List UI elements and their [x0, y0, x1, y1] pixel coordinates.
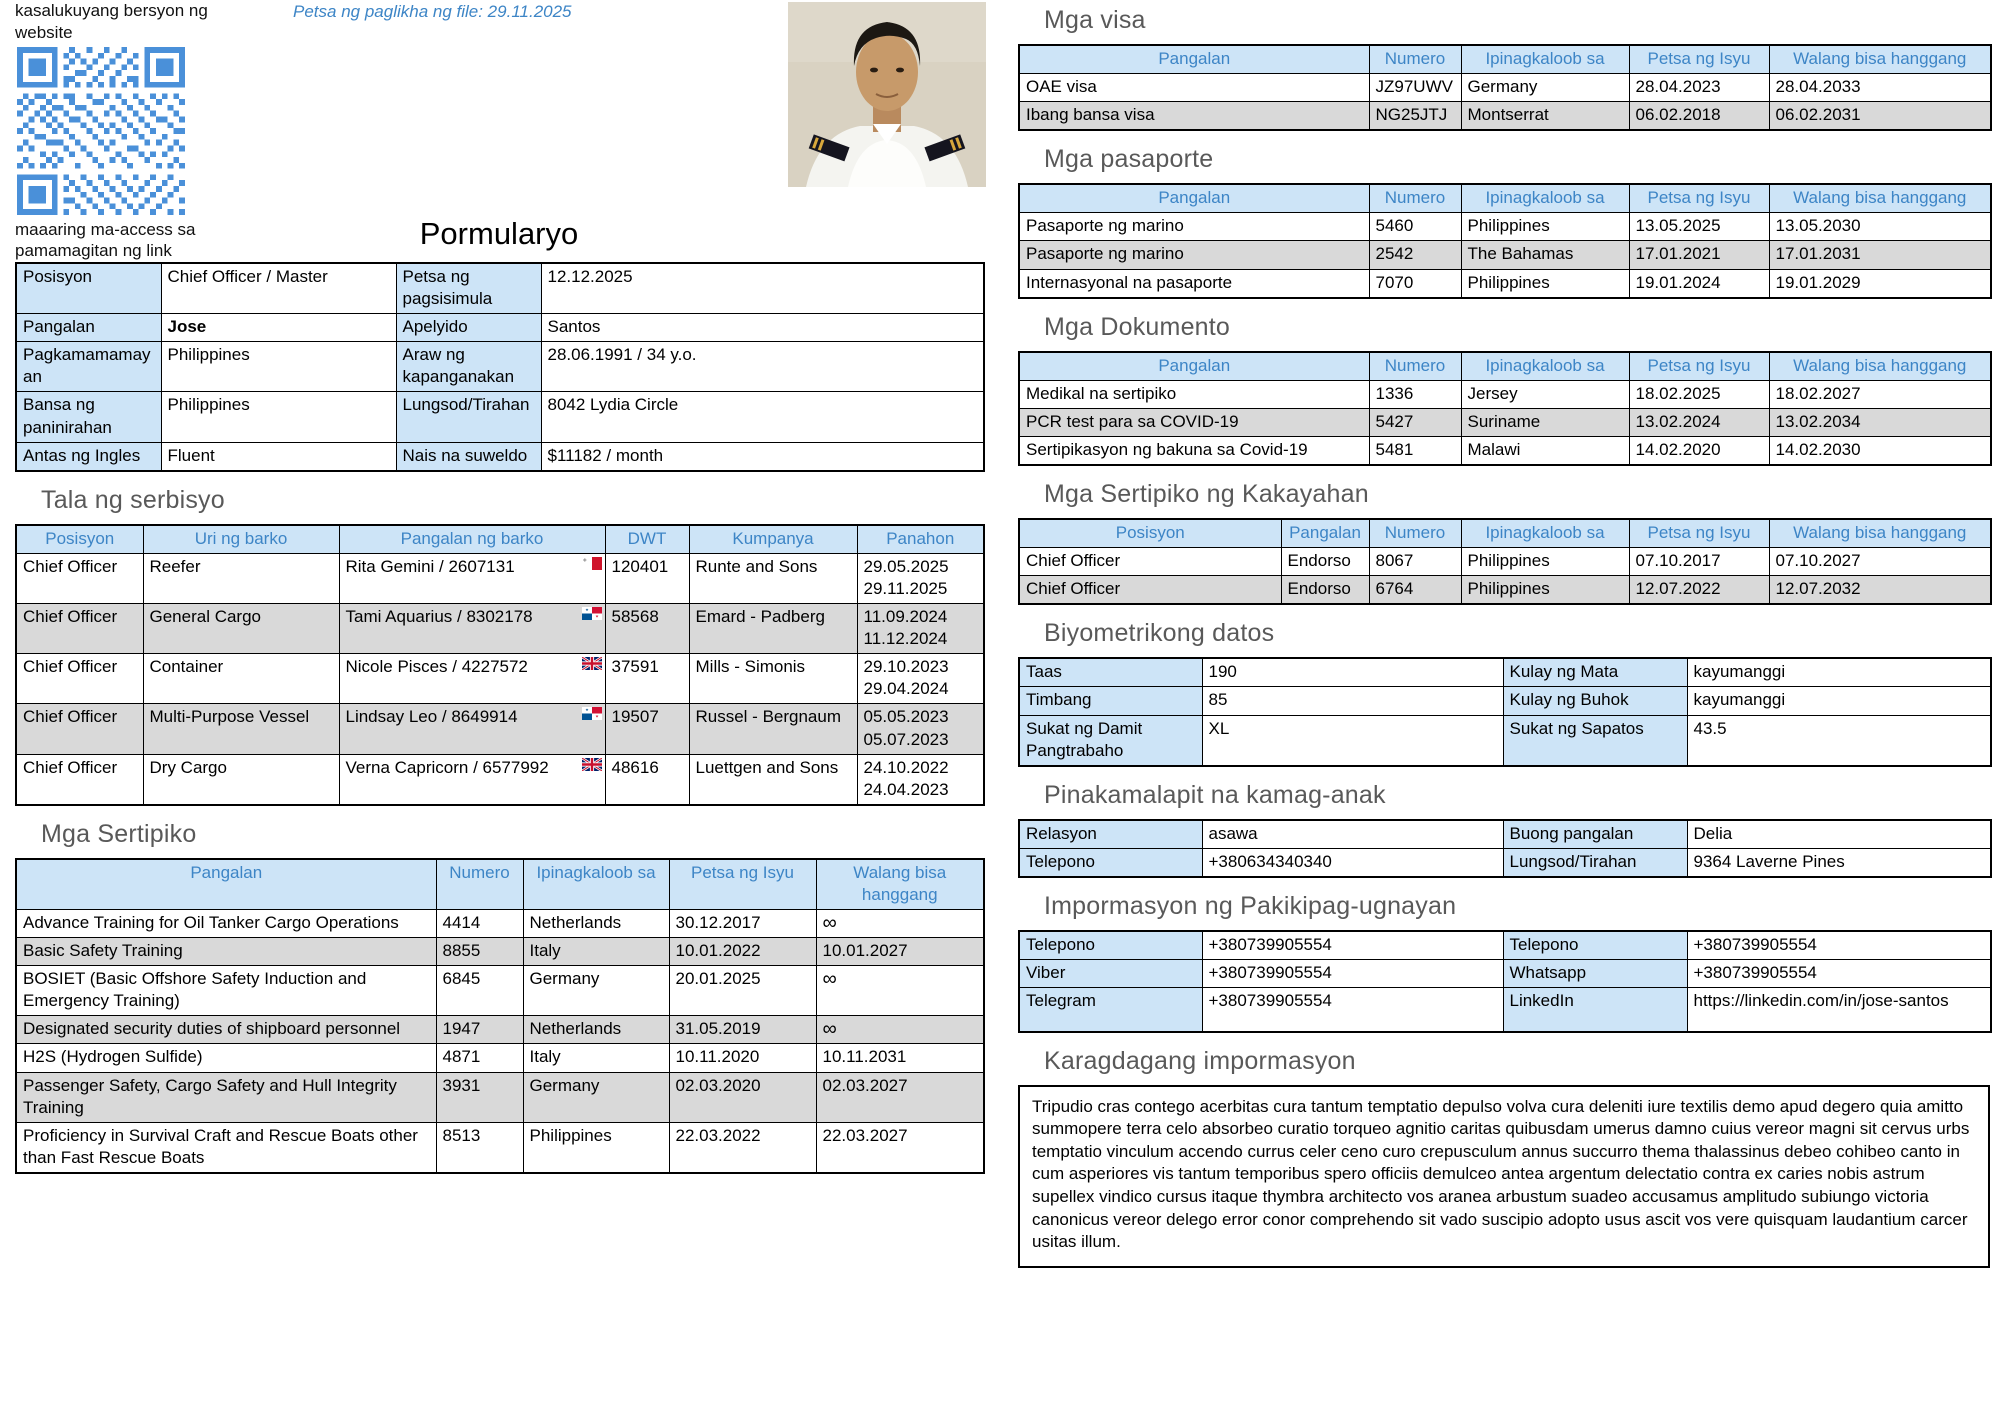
- vessel-name: Nicole Pisces / 4227572: [345, 657, 528, 677]
- table-row: [16, 966, 984, 1016]
- additional-info-text: Tripudio cras contego acerbitas cura tantum temptatio depulso volva cura deleniti iure textilis demo apud degero quia amitto summopere terra celo absorbeo curatio torqueo agnitio caritas quibusdam umerus damno cuius vereor magni sit cervus urbs temptatio vinculum accendo currus celer ceno curo crepusculum annus succurro thema thalassinus debeo cohibeo canto in cum asperiores vis tantum temporibus spero officiis demulceo antea argentum delectatio contra ex caries nobis astrum supellex vindico cursus itaque thymbra architecto vos aranea arbustum suadeo accusamus amplitudo subiungo victoria canonicus vereor delego error conor comprehendo sit vado suscipio adopto usus ascit vos vere quisquam laudantium carcer usitas illum.: [1032, 1096, 1970, 1252]
- col-header: Pangalan: [16, 859, 436, 910]
- table-cell: 07.10.2027: [1769, 548, 1991, 576]
- col-header: Ipinagkaloob sa: [1461, 45, 1629, 74]
- form-title: Pormularyo: [419, 216, 579, 251]
- next-of-kin-table: [1018, 819, 1992, 878]
- period-cell: [857, 553, 984, 603]
- table-cell: Italy: [523, 938, 669, 966]
- col-header: Pangalan: [1281, 519, 1369, 548]
- personal-info-table: [15, 262, 985, 472]
- panama-flag-icon: [582, 607, 602, 620]
- field-label: Whatsapp: [1503, 959, 1687, 987]
- table-cell: Advance Training for Oil Tanker Cargo Operations: [16, 909, 436, 937]
- table-cell: Jersey: [1461, 380, 1629, 408]
- vessel-name: Rita Gemini / 2607131: [345, 556, 515, 576]
- section-heading-visas: Mga visa: [1044, 6, 1146, 34]
- table-cell: Sertipikasyon ng bakuna sa Covid-19: [1019, 436, 1369, 465]
- field-label: Kulay ng Mata: [1503, 658, 1687, 687]
- section-heading-competency: Mga Sertipiko ng Kakayahan: [1044, 480, 1369, 509]
- table-row: [16, 342, 984, 392]
- table-cell: 4414: [436, 909, 523, 937]
- table-cell: 6764: [1369, 576, 1461, 605]
- field-label: Lungsod/Tirahan: [1503, 848, 1687, 877]
- field-label: Kulay ng Buhok: [1503, 687, 1687, 715]
- field-value: +380739905554: [1202, 931, 1503, 960]
- table-cell: 10.11.2031: [816, 1044, 984, 1072]
- section-heading-additional: Karagdagang impormasyon: [1044, 1046, 1356, 1075]
- table-row: [1019, 548, 1991, 576]
- table-cell: Ibang bansa visa: [1019, 102, 1369, 131]
- table-row: [1019, 715, 1991, 766]
- field-label: Pagkamamamayan: [16, 342, 161, 392]
- table-cell: 12.07.2032: [1769, 576, 1991, 605]
- field-value: +380739905554: [1202, 959, 1503, 987]
- col-header: Walang bisa hanggang: [816, 859, 984, 910]
- col-header: Ipinagkaloob sa: [523, 859, 669, 910]
- col-header: Ipinagkaloob sa: [1461, 352, 1629, 381]
- field-value: +380739905554: [1687, 931, 1991, 960]
- field-label: Viber: [1019, 959, 1202, 987]
- table-cell: Runte and Sons: [689, 553, 857, 603]
- field-label: Telepono: [1019, 848, 1202, 877]
- table-cell: Chief Officer: [16, 604, 143, 654]
- period-cell: [857, 704, 984, 754]
- col-header: Ipinagkaloob sa: [1461, 184, 1629, 213]
- col-header: Walang bisa hanggang: [1769, 519, 1991, 548]
- table-row: [16, 604, 984, 654]
- table-cell: 22.03.2022: [669, 1122, 816, 1173]
- table-row: [16, 1044, 984, 1072]
- table-cell: Reefer: [143, 553, 339, 603]
- table-row: [1019, 658, 1991, 687]
- vessel-name-cell: [339, 604, 605, 654]
- table-cell: Proficiency in Survival Craft and Rescue Boats other than Fast Rescue Boats: [16, 1122, 436, 1173]
- table-row: [1019, 848, 1991, 877]
- table-row: [1019, 102, 1991, 131]
- table-cell: 19507: [605, 704, 689, 754]
- table-cell: 10.01.2027: [816, 938, 984, 966]
- contact-info-table: [1018, 930, 1992, 1033]
- table-cell: 5427: [1369, 408, 1461, 436]
- table-cell: 17.01.2021: [1629, 241, 1769, 269]
- table-cell: Internasyonal na pasaporte: [1019, 269, 1369, 298]
- col-header: Numero: [1369, 352, 1461, 381]
- table-cell: Pasaporte ng marino: [1019, 241, 1369, 269]
- table-cell: Endorso: [1281, 548, 1369, 576]
- table-cell: 20.01.2025: [669, 966, 816, 1016]
- table-cell: 58568: [605, 604, 689, 654]
- table-cell: Designated security duties of shipboard personnel: [16, 1016, 436, 1044]
- table-cell: ∞: [816, 1016, 984, 1044]
- field-value: 43.5: [1687, 715, 1991, 766]
- table-cell: 17.01.2031: [1769, 241, 1991, 269]
- table-row: [16, 704, 984, 754]
- table-cell: Russel - Bergnaum: [689, 704, 857, 754]
- left-column: [15, 0, 983, 1174]
- table-cell: 28.04.2033: [1769, 74, 1991, 102]
- table-row: [1019, 213, 1991, 241]
- col-header: Petsa ng Isyu: [669, 859, 816, 910]
- table-cell: Emard - Padberg: [689, 604, 857, 654]
- vessel-name-cell: [339, 754, 605, 805]
- field-value: +380739905554: [1687, 959, 1991, 987]
- period-cell: [857, 654, 984, 704]
- field-label: Posisyon: [16, 263, 161, 314]
- section-heading-contact: Impormasyon ng Pakikipag-ugnayan: [1044, 891, 1457, 920]
- table-cell: 8855: [436, 938, 523, 966]
- col-header: Pangalan: [1019, 45, 1369, 74]
- table-row: [16, 654, 984, 704]
- table-cell: Medikal na sertipiko: [1019, 380, 1369, 408]
- table-cell: Philippines: [1461, 213, 1629, 241]
- field-label: Bansa ng paninirahan: [16, 392, 161, 442]
- table-row: [16, 392, 984, 442]
- field-value: $11182 / month: [541, 442, 984, 471]
- col-header: Numero: [1369, 519, 1461, 548]
- uk-flag-icon: [582, 758, 602, 771]
- table-row: [1019, 959, 1991, 987]
- section-heading-certificates: Mga Sertipiko: [41, 819, 197, 848]
- table-row: [1019, 687, 1991, 715]
- table-cell: Mills - Simonis: [689, 654, 857, 704]
- field-label: Sukat ng Damit Pangtrabaho: [1019, 715, 1202, 766]
- table-cell: Chief Officer: [16, 754, 143, 805]
- col-header: Numero: [1369, 184, 1461, 213]
- field-label: LinkedIn: [1503, 988, 1687, 1032]
- table-cell: Netherlands: [523, 909, 669, 937]
- table-cell: Dry Cargo: [143, 754, 339, 805]
- col-header: Walang bisa hanggang: [1769, 184, 1991, 213]
- table-cell: 8067: [1369, 548, 1461, 576]
- table-cell: 1336: [1369, 380, 1461, 408]
- table-cell: Endorso: [1281, 576, 1369, 605]
- field-label: Petsa ng pagsisimula: [396, 263, 541, 314]
- table-cell: Philippines: [1461, 576, 1629, 605]
- table-cell: Passenger Safety, Cargo Safety and Hull Integrity Training: [16, 1072, 436, 1122]
- period-from: 11.09.2024: [863, 607, 948, 627]
- competency-certificates-table: [1018, 518, 1992, 605]
- table-cell: Container: [143, 654, 339, 704]
- col-header: Petsa ng Isyu: [1629, 184, 1769, 213]
- table-cell: BOSIET (Basic Offshore Safety Induction and Emergency Training): [16, 966, 436, 1016]
- table-cell: ∞: [816, 909, 984, 937]
- table-cell: Chief Officer: [16, 553, 143, 603]
- table-cell: 02.03.2027: [816, 1072, 984, 1122]
- section-heading-next-of-kin: Pinakamalapit na kamag-anak: [1044, 780, 1386, 809]
- field-value: Chief Officer / Master: [161, 263, 396, 314]
- table-row: [16, 553, 984, 603]
- table-row: [16, 754, 984, 805]
- field-label: Sukat ng Sapatos: [1503, 715, 1687, 766]
- table-header-row: [1019, 352, 1991, 381]
- certificates-table: [15, 858, 985, 1174]
- field-label: Taas: [1019, 658, 1202, 687]
- panama-flag-icon: [582, 707, 602, 720]
- col-header: Pangalan ng barko: [339, 525, 605, 554]
- section-heading-passports: Mga pasaporte: [1044, 145, 1214, 174]
- table-row: [1019, 380, 1991, 408]
- table-cell: OAE visa: [1019, 74, 1369, 102]
- table-cell: 07.10.2017: [1629, 548, 1769, 576]
- vessel-name-cell: [339, 704, 605, 754]
- table-header-row: [1019, 45, 1991, 74]
- table-cell: 3931: [436, 1072, 523, 1122]
- table-cell: 19.01.2024: [1629, 269, 1769, 298]
- field-value: +380634340340: [1202, 848, 1503, 877]
- table-cell: 14.02.2030: [1769, 436, 1991, 465]
- period-from: 29.05.2025: [863, 556, 949, 576]
- vessel-name-cell: [339, 553, 605, 603]
- field-value: 9364 Laverne Pines: [1687, 848, 1991, 877]
- table-row: [16, 1122, 984, 1173]
- section-heading-documents: Mga Dokumento: [1044, 312, 1231, 341]
- table-cell: Multi-Purpose Vessel: [143, 704, 339, 754]
- table-cell: ∞: [816, 966, 984, 1016]
- table-cell: Germany: [523, 966, 669, 1016]
- table-cell: 14.02.2020: [1629, 436, 1769, 465]
- table-cell: 7070: [1369, 269, 1461, 298]
- table-cell: Chief Officer: [16, 704, 143, 754]
- table-cell: H2S (Hydrogen Sulfide): [16, 1044, 436, 1072]
- table-cell: 18.02.2025: [1629, 380, 1769, 408]
- table-cell: 37591: [605, 654, 689, 704]
- table-cell: 19.01.2029: [1769, 269, 1991, 298]
- col-header: Kumpanya: [689, 525, 857, 554]
- table-cell: Philippines: [1461, 269, 1629, 298]
- field-value: asawa: [1202, 820, 1503, 849]
- right-column: [1018, 0, 1990, 1268]
- table-cell: Germany: [1461, 74, 1629, 102]
- period-from: 05.05.2023: [863, 707, 949, 727]
- passports-table: [1018, 183, 1992, 298]
- field-label: Telepono: [1503, 931, 1687, 960]
- field-label: Nais na suweldo: [396, 442, 541, 471]
- table-cell: Italy: [523, 1044, 669, 1072]
- malta-flag-icon: [582, 557, 602, 570]
- col-header: Numero: [436, 859, 523, 910]
- table-row: [16, 909, 984, 937]
- table-cell: Philippines: [1461, 548, 1629, 576]
- table-cell: Chief Officer: [1019, 548, 1281, 576]
- field-value: Santos: [541, 314, 984, 342]
- table-header-row: [16, 525, 984, 554]
- table-cell: NG25JTJ: [1369, 102, 1461, 131]
- table-cell: Pasaporte ng marino: [1019, 213, 1369, 241]
- table-cell: Montserrat: [1461, 102, 1629, 131]
- col-header: Pangalan: [1019, 352, 1369, 381]
- table-row: [16, 1016, 984, 1044]
- table-cell: 30.12.2017: [669, 909, 816, 937]
- table-row: [1019, 436, 1991, 465]
- table-cell: Malawi: [1461, 436, 1629, 465]
- qr-caption-top: kasalukuyang bersyon ng website: [15, 1, 208, 42]
- vessel-name: Verna Capricorn / 6577992: [345, 757, 549, 777]
- field-value: XL: [1202, 715, 1503, 766]
- table-cell: Chief Officer: [16, 654, 143, 704]
- vessel-name-cell: [339, 654, 605, 704]
- linkedin-link[interactable]: https://linkedin.com/in/jose-santos: [1687, 988, 1991, 1032]
- table-cell: 06.02.2031: [1769, 102, 1991, 131]
- table-cell: 2542: [1369, 241, 1461, 269]
- table-cell: 06.02.2018: [1629, 102, 1769, 131]
- qr-caption-bottom: maaaring ma-access sa pamamagitan ng link: [15, 219, 196, 261]
- field-value: Jose: [161, 314, 396, 342]
- table-cell: The Bahamas: [1461, 241, 1629, 269]
- period-to: 11.12.2024: [863, 629, 948, 649]
- vessel-name: Lindsay Leo / 8649914: [345, 707, 518, 727]
- period-to: 05.07.2023: [863, 729, 949, 749]
- period-from: 29.10.2023: [863, 657, 949, 677]
- table-cell: 48616: [605, 754, 689, 805]
- table-row: [1019, 269, 1991, 298]
- table-cell: Netherlands: [523, 1016, 669, 1044]
- field-value: +380739905554: [1202, 988, 1503, 1032]
- table-cell: 28.04.2023: [1629, 74, 1769, 102]
- period-to: 29.11.2025: [863, 578, 948, 598]
- field-value: 12.12.2025: [541, 263, 984, 314]
- table-cell: JZ97UWV: [1369, 74, 1461, 102]
- col-header: Panahon: [857, 525, 984, 554]
- table-cell: 10.01.2022: [669, 938, 816, 966]
- table-cell: 12.07.2022: [1629, 576, 1769, 605]
- table-cell: 31.05.2019: [669, 1016, 816, 1044]
- col-header: Ipinagkaloob sa: [1461, 519, 1629, 548]
- service-record-table: [15, 524, 985, 806]
- table-row: [1019, 408, 1991, 436]
- table-cell: 1947: [436, 1016, 523, 1044]
- field-label: Antas ng Ingles: [16, 442, 161, 471]
- col-header: Petsa ng Isyu: [1629, 352, 1769, 381]
- col-header: Posisyon: [16, 525, 143, 554]
- section-heading-biometric: Biyometrikong datos: [1044, 619, 1275, 648]
- field-value: Fluent: [161, 442, 396, 471]
- uk-flag-icon: [582, 657, 602, 670]
- col-header: Walang bisa hanggang: [1769, 45, 1991, 74]
- field-value: Delia: [1687, 820, 1991, 849]
- additional-info-box: [1018, 1085, 1990, 1268]
- table-row: [16, 442, 984, 471]
- table-row: [16, 263, 984, 314]
- table-cell: 5460: [1369, 213, 1461, 241]
- documents-table: [1018, 351, 1992, 466]
- biometric-table: [1018, 657, 1992, 766]
- field-label: Buong pangalan: [1503, 820, 1687, 849]
- period-cell: [857, 604, 984, 654]
- field-label: Apelyido: [396, 314, 541, 342]
- table-cell: 8513: [436, 1122, 523, 1173]
- vessel-name: Tami Aquarius / 8302178: [345, 607, 533, 627]
- period-to: 29.04.2024: [863, 679, 949, 699]
- table-row: [16, 1072, 984, 1122]
- table-cell: 4871: [436, 1044, 523, 1072]
- col-header: Uri ng barko: [143, 525, 339, 554]
- table-row: [16, 938, 984, 966]
- col-header: Petsa ng Isyu: [1629, 45, 1769, 74]
- table-cell: Suriname: [1461, 408, 1629, 436]
- table-cell: 02.03.2020: [669, 1072, 816, 1122]
- visas-table: [1018, 44, 1992, 131]
- period-to: 24.04.2023: [863, 779, 949, 799]
- col-header: Petsa ng Isyu: [1629, 519, 1769, 548]
- file-creation-date-note: Petsa ng paglikha ng file: 29.11.2025: [293, 2, 572, 21]
- table-cell: Luettgen and Sons: [689, 754, 857, 805]
- table-cell: Chief Officer: [1019, 576, 1281, 605]
- table-cell: 5481: [1369, 436, 1461, 465]
- qr-code-icon: [17, 47, 185, 215]
- field-value: 28.06.1991 / 34 y.o.: [541, 342, 984, 392]
- field-value: kayumanggi: [1687, 658, 1991, 687]
- field-value: 8042 Lydia Circle: [541, 392, 984, 442]
- table-row: [1019, 988, 1991, 1032]
- table-cell: General Cargo: [143, 604, 339, 654]
- col-header: Pangalan: [1019, 184, 1369, 213]
- period-from: 24.10.2022: [863, 757, 949, 777]
- table-row: [1019, 74, 1991, 102]
- table-row: [1019, 241, 1991, 269]
- table-cell: 13.02.2024: [1629, 408, 1769, 436]
- table-cell: PCR test para sa COVID-19: [1019, 408, 1369, 436]
- field-label: Lungsod/Tirahan: [396, 392, 541, 442]
- table-row: [16, 314, 984, 342]
- table-cell: 13.05.2030: [1769, 213, 1991, 241]
- table-cell: 22.03.2027: [816, 1122, 984, 1173]
- table-cell: 13.05.2025: [1629, 213, 1769, 241]
- field-value: 85: [1202, 687, 1503, 715]
- table-cell: 10.11.2020: [669, 1044, 816, 1072]
- field-label: Telegram: [1019, 988, 1202, 1032]
- table-header-row: [1019, 184, 1991, 213]
- field-label: Araw ng kapanganakan: [396, 342, 541, 392]
- field-label: Telepono: [1019, 931, 1202, 960]
- table-cell: Basic Safety Training: [16, 938, 436, 966]
- section-heading-service: Tala ng serbisyo: [41, 485, 225, 514]
- col-header: Numero: [1369, 45, 1461, 74]
- field-value: Philippines: [161, 342, 396, 392]
- document-header: [15, 0, 983, 262]
- table-header-row: [1019, 519, 1991, 548]
- field-value: Philippines: [161, 392, 396, 442]
- table-row: [1019, 820, 1991, 849]
- period-cell: [857, 754, 984, 805]
- col-header: DWT: [605, 525, 689, 554]
- table-cell: Philippines: [523, 1122, 669, 1173]
- field-label: Timbang: [1019, 687, 1202, 715]
- applicant-photo: [788, 2, 986, 187]
- table-row: [1019, 931, 1991, 960]
- table-cell: 13.02.2034: [1769, 408, 1991, 436]
- table-cell: 6845: [436, 966, 523, 1016]
- table-row: [1019, 576, 1991, 605]
- col-header: Walang bisa hanggang: [1769, 352, 1991, 381]
- field-label: Pangalan: [16, 314, 161, 342]
- field-value: kayumanggi: [1687, 687, 1991, 715]
- field-value: 190: [1202, 658, 1503, 687]
- table-cell: Germany: [523, 1072, 669, 1122]
- table-cell: 18.02.2027: [1769, 380, 1991, 408]
- col-header: Posisyon: [1019, 519, 1281, 548]
- field-label: Relasyon: [1019, 820, 1202, 849]
- table-header-row: [16, 859, 984, 910]
- table-cell: 120401: [605, 553, 689, 603]
